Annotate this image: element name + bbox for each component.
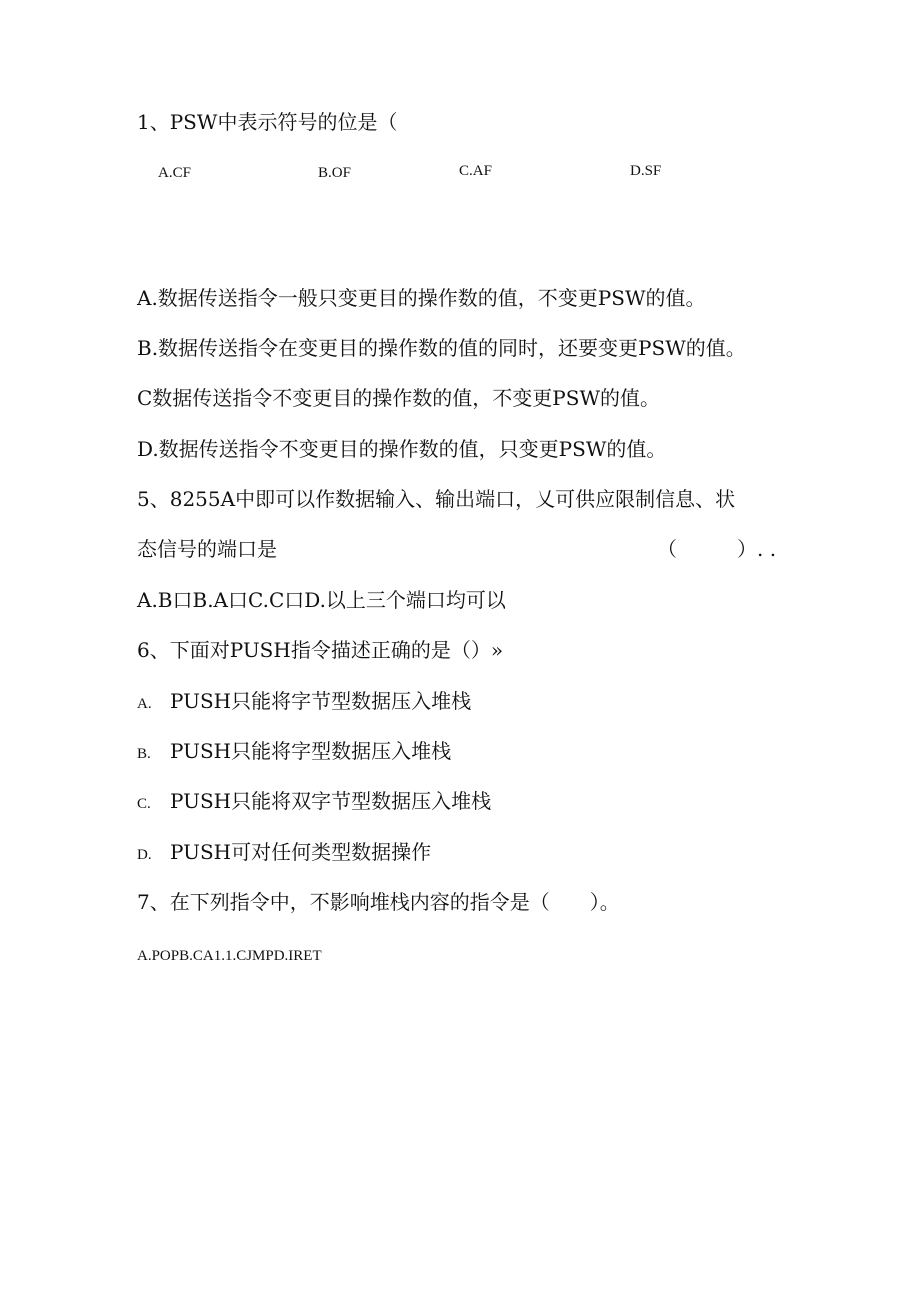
option-text: PUSH只能将字型数据压入堆栈: [170, 739, 452, 763]
option-letter: B.: [137, 746, 151, 762]
question-6-option-b: [137, 739, 451, 766]
question-5-stem-line-2: 态信号的端口是: [137, 537, 277, 561]
question-5-answer-blank: （ ）. .: [657, 537, 777, 561]
question-4-option-a: A.数据传送指令一般只变更目的操作数的值，不变更PSW的值。: [137, 286, 706, 310]
question-4-option-d: D.数据传送指令不变更目的操作数的值，只变更PSW的值。: [137, 437, 667, 461]
question-1-option-d: D.SF: [630, 163, 662, 179]
question-6-option-a: [137, 689, 471, 716]
question-1-option-a: A.CF: [158, 165, 191, 181]
question-4-option-b: B.数据传送指令在变更目的操作数的值的同时，还要变更PSW的值。: [137, 336, 746, 360]
question-5-options: A.B口B.A口C.C口D.以上三个端口均可以: [137, 588, 506, 612]
option-letter: A.: [137, 696, 152, 712]
question-1-option-c: C.AF: [459, 163, 492, 179]
question-7-options: A.POPB.CA1.1.CJMPD.IRET: [137, 948, 322, 964]
question-6-stem: 6、下面对PUSH指令描述正确的是（）»: [137, 638, 504, 662]
question-6-option-c: [137, 789, 491, 816]
option-text: PUSH只能将双字节型数据压入堆栈: [170, 789, 492, 813]
question-5-stem-line-1: 5、8255A中即可以作数据输入、输出端口，乂可供应限制信息、状: [137, 487, 736, 511]
question-6-option-d: [137, 840, 431, 867]
question-1-stem: 1、PSW中表示符号的位是（: [137, 110, 398, 134]
option-letter: C.: [137, 796, 151, 812]
question-7-stem: 7、在下列指令中，不影响堆栈内容的指令是（ ）。: [137, 890, 620, 914]
option-text: PUSH可对任何类型数据操作: [170, 840, 432, 864]
option-letter: D.: [137, 847, 152, 863]
question-1-option-b: B.OF: [318, 165, 351, 181]
question-4-option-c: C数据传送指令不变更目的操作数的值，不变更PSW的值。: [137, 386, 661, 410]
option-text: PUSH只能将字节型数据压入堆栈: [170, 689, 472, 713]
